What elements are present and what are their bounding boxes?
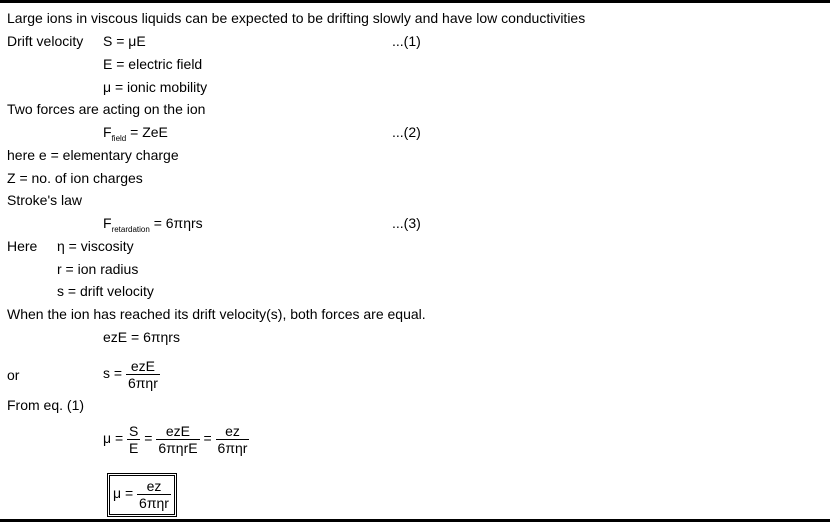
mu-fraction-2-denominator: 6πηrE <box>158 440 198 456</box>
boxed-result-fraction <box>137 478 171 511</box>
equals-sign-2: = <box>203 430 212 447</box>
intro-text: Large ions in viscous liquids can be expected to be drifting slowly and have low conductivities <box>7 10 586 26</box>
f-retardation-symbol: F <box>103 215 112 231</box>
definition-r: r = ion radius <box>57 261 139 277</box>
definition-E: E = electric field <box>103 56 203 72</box>
s-fraction-numerator: ezE <box>126 358 160 375</box>
equal-forces-equation: ezE = 6πηrs <box>103 329 180 345</box>
mu-derivation-lhs: μ = <box>103 430 124 447</box>
boxed-result-lhs: μ = <box>113 485 134 502</box>
f-field-rhs: = ZeE <box>126 124 168 140</box>
boxed-result-numerator: ez <box>137 478 171 495</box>
drift-velocity-equation: S = μE <box>103 33 146 49</box>
f-field-symbol: F <box>103 124 112 140</box>
drift-velocity-label: Drift velocity <box>7 33 84 49</box>
or-label: or <box>7 367 20 383</box>
z-definition: Z = no. of ion charges <box>7 170 143 186</box>
mu-fraction-1 <box>127 423 140 456</box>
from-eq-label: From eq. (1) <box>7 397 85 413</box>
f-field-subscript: field <box>111 134 127 143</box>
mu-derivation <box>103 423 249 456</box>
f-retardation-equation <box>103 214 203 239</box>
mu-fraction-3-numerator: ez <box>216 423 250 440</box>
mu-fraction-1-denominator: E <box>129 440 139 456</box>
definition-eta: η = viscosity <box>57 238 134 254</box>
equation-number-2: ...(2) <box>392 124 421 140</box>
mu-fraction-2-numerator: ezE <box>156 423 199 440</box>
here-label: Here <box>7 238 38 254</box>
equals-sign-1: = <box>144 430 153 447</box>
s-fraction-denominator: 6πηr <box>127 375 158 391</box>
here-e-definition: here e = elementary charge <box>7 147 179 163</box>
definition-s: s = drift velocity <box>57 283 154 299</box>
two-forces-heading: Two forces are acting on the ion <box>7 101 206 117</box>
boxed-result-expression <box>113 478 171 511</box>
mu-fraction-1-numerator: S <box>129 423 139 439</box>
equation-number-1: ...(1) <box>392 33 421 49</box>
forces-equal-sentence: When the ion has reached its drift velocity(s), both forces are equal. <box>7 306 426 322</box>
f-retardation-subscript: retardation <box>111 225 150 234</box>
s-expression <box>103 358 160 391</box>
s-fraction <box>126 358 160 391</box>
boxed-result <box>107 473 177 517</box>
s-lhs: s = <box>103 365 123 382</box>
f-field-equation <box>103 123 168 148</box>
stokes-law-heading: Stroke's law <box>7 192 83 208</box>
mu-fraction-3-denominator: 6πηr <box>217 440 248 456</box>
mu-fraction-3 <box>216 423 250 456</box>
equation-number-3: ...(3) <box>392 215 421 231</box>
mu-fraction-2 <box>156 423 199 456</box>
f-retardation-rhs: = 6πηrs <box>149 215 203 231</box>
boxed-result-denominator: 6πηr <box>139 495 169 511</box>
definition-mu: μ = ionic mobility <box>103 79 208 95</box>
